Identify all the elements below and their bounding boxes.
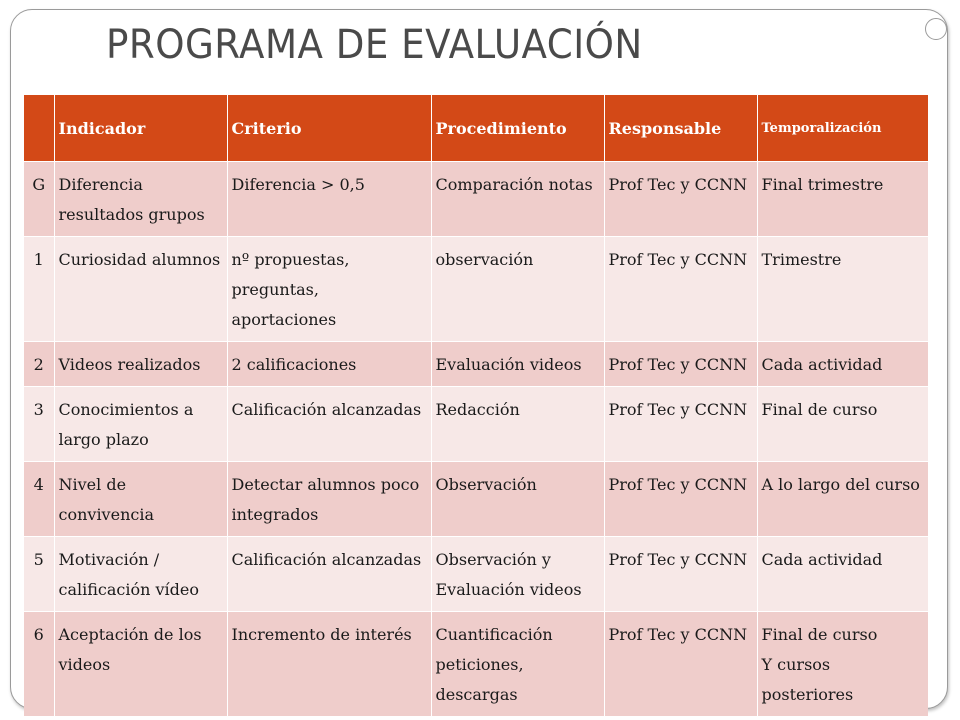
cell-responsable: Prof Tec y CCNN — [604, 237, 757, 342]
cell-temporalizacion: Final de curso — [757, 387, 928, 462]
cell-temporalizacion: Final trimestre — [757, 162, 928, 237]
cell-temporalizacion: Cada actividad — [757, 537, 928, 612]
cell-responsable: Prof Tec y CCNN — [604, 612, 757, 717]
cell-criterio: 2 calificaciones — [227, 342, 431, 387]
cell-procedimiento: Observación — [431, 462, 604, 537]
table-row — [24, 612, 928, 717]
cell-id: 4 — [24, 462, 54, 537]
cell-criterio: Calificación alcanzadas — [227, 387, 431, 462]
header-cell-responsable: Responsable — [604, 95, 757, 162]
cell-id: 5 — [24, 537, 54, 612]
cell-responsable: Prof Tec y CCNN — [604, 462, 757, 537]
cell-criterio: Incremento de interés — [227, 612, 431, 717]
cell-indicador: Motivación / calificación vídeo — [54, 537, 227, 612]
cell-procedimiento: Cuantificación peticiones, descargas — [431, 612, 604, 717]
header-cell-temporalizacion: Temporalización — [757, 95, 928, 162]
cell-id: G — [24, 162, 54, 237]
table-row — [24, 462, 928, 537]
cell-procedimiento: Observación y Evaluación videos — [431, 537, 604, 612]
table-row — [24, 537, 928, 612]
cell-indicador: Nivel de convivencia — [54, 462, 227, 537]
cell-procedimiento: Evaluación videos — [431, 342, 604, 387]
table-row — [24, 387, 928, 462]
cell-criterio: Detectar alumnos poco integrados — [227, 462, 431, 537]
cell-id: 1 — [24, 237, 54, 342]
table-header-row — [24, 95, 928, 162]
cell-indicador: Conocimientos a largo plazo — [54, 387, 227, 462]
cell-procedimiento: Redacción — [431, 387, 604, 462]
cell-responsable: Prof Tec y CCNN — [604, 162, 757, 237]
cell-responsable: Prof Tec y CCNN — [604, 537, 757, 612]
table-row — [24, 237, 928, 342]
cell-indicador: Aceptación de los videos — [54, 612, 227, 717]
page-title: PROGRAMA DE EVALUACIÓN — [106, 22, 643, 68]
corner-circle — [925, 18, 947, 40]
cell-temporalizacion: A lo largo del curso — [757, 462, 928, 537]
cell-procedimiento: observación — [431, 237, 604, 342]
cell-procedimiento: Comparación notas — [431, 162, 604, 237]
cell-criterio: nº propuestas, preguntas, aportaciones — [227, 237, 431, 342]
cell-criterio: Calificación alcanzadas — [227, 537, 431, 612]
cell-temporalizacion: Cada actividad — [757, 342, 928, 387]
cell-id: 2 — [24, 342, 54, 387]
header-cell-indicador: Indicador — [54, 95, 227, 162]
cell-id: 6 — [24, 612, 54, 717]
header-cell-procedimiento: Procedimiento — [431, 95, 604, 162]
header-cell-id — [24, 95, 54, 162]
table-row — [24, 342, 928, 387]
cell-id: 3 — [24, 387, 54, 462]
cell-indicador: Curiosidad alumnos — [54, 237, 227, 342]
cell-indicador: Diferencia resultados grupos — [54, 162, 227, 237]
cell-temporalizacion: Final de curso Y cursos posteriores — [757, 612, 928, 717]
cell-indicador: Videos realizados — [54, 342, 227, 387]
cell-responsable: Prof Tec y CCNN — [604, 342, 757, 387]
cell-criterio: Diferencia > 0,5 — [227, 162, 431, 237]
cell-responsable: Prof Tec y CCNN — [604, 387, 757, 462]
header-cell-criterio: Criterio — [227, 95, 431, 162]
table-row — [24, 162, 928, 237]
cell-temporalizacion: Trimestre — [757, 237, 928, 342]
evaluation-table — [24, 95, 928, 716]
